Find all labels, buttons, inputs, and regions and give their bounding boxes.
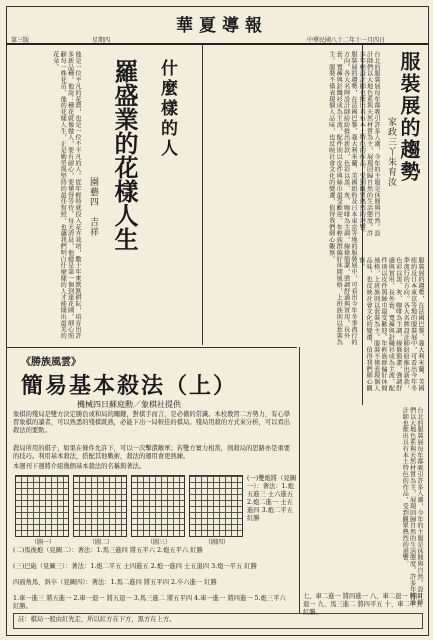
chess-series: 《勝族風雲》	[21, 357, 81, 368]
chess-intro-2: 殺局所用的棋子，如果在條件允許下，可以一次擊潰敵軍；若雙方實力相當，則殺局的思路亦是重要的技巧。利用基本殺法，搭配其他戰術，殺法的運用會更熟練。	[13, 445, 291, 460]
flower-byline: 園藝四 吉祥	[88, 177, 98, 237]
diagram-caption-3: （圖三）	[147, 539, 172, 546]
flower-title-2: 羅盛業的花樣人生	[110, 59, 139, 251]
newspaper-page	[6, 6, 429, 636]
chess-author: 機械四日蘇庭勳／象棋社提供	[77, 400, 181, 409]
chess-moves-c: (三)巴砲（見圖三）：著法：1.炮二平五 士四進五 2.炮一進四 士五退四 3.炮一平五 紅勝	[13, 563, 257, 570]
diagram-caption-4: （圖四）	[205, 539, 230, 546]
chess-title: 簡易基本殺法（上）	[21, 373, 238, 399]
flower-title-1: 什麼樣的人	[157, 59, 177, 159]
chess-board-3	[131, 475, 185, 537]
chess-solution: 1.車一進三 將五進一 2.車一退一 將五退一 3.馬三進二 將五平四 4.車一進一 將四進一 5.炮三平六 紅勝。	[13, 595, 286, 610]
chess-moves-d: 四面角馬、斜卒（見圖四）：著法：1.馬二進四 將五平四 2.卒六進一 紅勝	[13, 579, 217, 586]
chess-intro: 象棋的殘局是雙方決定勝負或和局的關鍵，對棋手而言，是必備的常識。本校教習二方勢力，有心學習象棋的讀者，可以熟悉的殘棋既熟，必能下出一局較佳的棋局。殘局用殺的方式來分析，可以看出殺法的要點。	[13, 411, 291, 434]
column-divider-3	[299, 347, 300, 617]
diagram-caption-2: （圖二）	[89, 539, 114, 546]
diagram-caption-1: （圖一）	[31, 539, 56, 546]
chess-board-1	[15, 475, 69, 537]
masthead-bar	[7, 7, 428, 45]
flower-body: 他是一位平凡的花農，也是一位不平凡的人。從年輕時就投入花卉栽培，數十年來默默耕耘，培育出許多新品種。他說：種花就像做人，要有耐心，要懂得等待。每天清晨，他總是第一個到達花圃，細心照顧每一株花苗。他的花樣人生，正是勤勞與堅持的最佳寫照，也讓我們明白什麼樣的人才能開出最美的花朵。	[51, 51, 81, 339]
weekday: 星期四	[92, 37, 111, 44]
chess-board-2	[73, 475, 127, 537]
fashion-continued-text: 服裝展的趨勢，在法國巴黎、義大利米蘭、美國紐約及日本東京等地的服裝展中，可看出今年冬季流行的方向。各大名牌設計師紛紛推出新款，色彩以黑、灰、咖啡為主調，線條簡潔，強調舒適與實用。長外套、寬褲與針織衫成為主流，配件則以皮件與絲巾最受歡迎。年輕族群偏好休閒風格，上班族則以套裝為主。服裝不僅表現個人品味，也反映社會文化的變遷，值得我們細心觀察。	[327, 51, 357, 346]
section-rule	[7, 347, 297, 348]
bottom-note: 註：棋局一般由紅先走，所以紅方在下方，黑方在上方。	[13, 613, 423, 629]
right-lower-text: 台北的服裝展每年都吸引許多人潮，今年的主題是休閒與自然。設計師們以大地色系與天然材質為主，展現回歸自然的生活態度。許多年輕設計師也推出具有本土特色的作品，受到觀眾熱烈的迴響。	[401, 407, 423, 606]
chess-board-4	[189, 475, 243, 537]
fashion-body-cont: 台北的服裝展每年都吸引許多人潮，今年的主題是休閒與自然。設計師們以大地色系與天然材質為主，展現回歸自然的生活態度。許多年輕設計師也推出具有本土特色的作品，受到觀眾熱烈的迴響。	[358, 51, 380, 237]
fashion-byline: 家政三丫朱育汝	[386, 117, 396, 187]
fashion-body: 服裝展的趨勢，在法國巴黎、義大利米蘭、美國紐約及日本東京等地的服裝展中，可看出今年冬季流行的方向。各大名牌設計師紛紛推出新款，色彩以黑、灰、咖啡為主調，線條簡潔，強調舒適與實用。長外套、寬褲與針織衫成為主流，配件則以皮件與絲巾最受歡迎。年輕族群偏好休閒風格，上班族則以套裝為主。服裝不僅表現個人品味，也反映社會文化的變遷，值得我們細心觀察。	[357, 257, 424, 392]
chess-moves-b: (二)馬後炮（見圖二）：著法：1.馬三進四 將五平六 2.炮五平六 紅勝	[13, 547, 203, 554]
issue-date: 中華民國八十二年十一月四日	[307, 37, 386, 44]
chess-moves-a: (一)雙炮將（見圖一）：著法：1.炮五進三 士六進五 2.炮二進一 士五進四 3.炮二平五 紅勝	[247, 475, 296, 522]
column-divider-2	[202, 45, 203, 345]
chess-note: 本週刊下週將介紹幾個基本殺法的名稱與著法。	[13, 463, 146, 470]
bottom-moves: 七、車二進一 將四進一 八、車二退一 將四退一 九、馬三進二 將四平五 十、車二平五 紅勝。	[303, 593, 423, 616]
masthead-title: 華夏導報	[176, 16, 268, 36]
page-number: 第三版	[11, 37, 30, 44]
fashion-title: 服裝展的趨勢	[397, 51, 421, 183]
